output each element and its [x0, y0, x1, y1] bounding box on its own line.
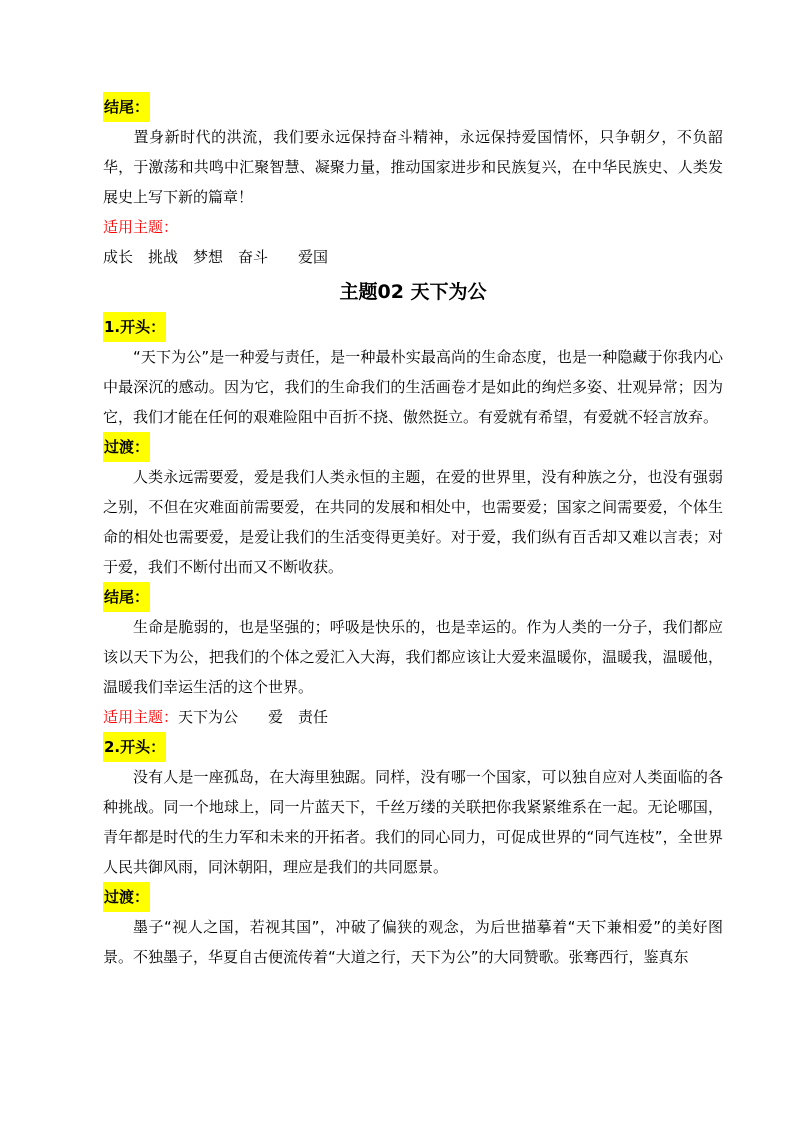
document-content	[103, 92, 723, 972]
transition-paragraph: 人类永远需要爱，爱是我们人类永恒的主题，在爱的世界里，没有种族之分，也没有强弱之别，不但在灾难面前需要爱，在共同的发展和相处中，也需要爱；国家之间需要爱，个体生命的相处也需要爱，是爱让我们的生活变得更美好。对于爱，我们纵有百舌却又难以言表；对于爱，我们不断付出而又不断收获。	[103, 468, 723, 576]
ending-paragraph: 生命是脆弱的，也是坚强的；呼吸是快乐的，也是幸运的。作为人类的一分子，我们都应该以天下为公，把我们的个体之爱汇入大海，我们都应该让大爱来温暖你，温暖我，温暖他，温暖我们幸运生活的这个世界。	[103, 618, 723, 696]
ending-label: 结尾：	[103, 582, 150, 612]
theme-list: 天下为公 爱 责任	[178, 708, 329, 726]
opening-label: 1.开头：	[103, 312, 166, 342]
opening-paragraph: “天下为公”是一种爱与责任，是一种最朴实最高尚的生命态度，也是一种隐藏于你我内心中最深沉的感动。因为它，我们的生命我们的生活画卷才是如此的绚烂多姿、壮观异常；因为它，我们才能在任何的艰难险阻中百折不挠、傲然挺立。有爱就有希望，有爱就不轻言放弃。	[103, 348, 723, 426]
theme-label: 适用主题：	[103, 708, 179, 726]
transition-label: 过渡：	[103, 882, 150, 912]
transition-paragraph: 墨子“视人之国，若视其国”，冲破了偏狭的观念，为后世描摹着“天下兼相爱”的美好图景。不独墨子，华夏自古便流传着“大道之行，天下为公”的大同赞歌。张骞西行，鉴真东	[103, 918, 723, 966]
ending-label: 结尾：	[103, 92, 150, 122]
transition-label: 过渡：	[103, 432, 150, 462]
opening-paragraph: 没有人是一座孤岛，在大海里独踞。同样，没有哪一个国家，可以独自应对人类面临的各种挑战。同一个地球上，同一片蓝天下，千丝万缕的关联把你我紧紧维系在一起。无论哪国，青年都是时代的生力军和未来的开拓者。我们的同心同力，可促成世界的“同气连枝”，全世界人民共御风雨，同沐朝阳，理应是我们的共同愿景。	[103, 768, 723, 876]
theme-list: 成长 挑战 梦想 奋斗 爱国	[103, 248, 329, 266]
opening-label: 2.开头：	[103, 732, 166, 762]
theme-label: 适用主题：	[103, 218, 179, 236]
section-title: 主题02 天下为公	[339, 281, 487, 303]
ending-paragraph: 置身新时代的洪流，我们要永远保持奋斗精神，永远保持爱国情怀，只争朝夕，不负韶华，于激荡和共鸣中汇聚智慧、凝聚力量，推动国家进步和民族复兴，在中华民族史、人类发展史上写下新的篇章！	[103, 128, 723, 206]
